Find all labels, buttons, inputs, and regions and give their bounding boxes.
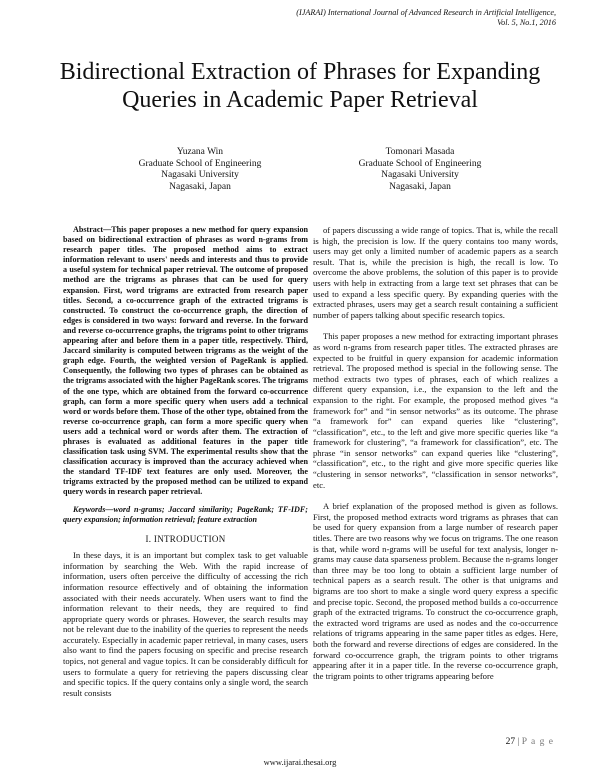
author-location: Nagasaki, Japan bbox=[389, 181, 451, 192]
body-paragraph-3: A brief explanation of the proposed method is given as follows. First, the proposed method extracts word trigrams as phrases that can be used for query expansion from a large number of research paper titles. There are two reasons why we focus on trigrams. The one reason is that, while word n-grams will be useful for text analysis, longer n-grams may cause data sparseness problem. Because the n-grams longer than three may be too long to obtain a sufficient large number of technical papers as a search result. The other is that unigrams and bigrams are too short to make a single word query express a specific and precise topic. Second, the proposed method builds a co-occurrence graph of the extracted trigrams. To construct the co-occurrence graph, the extracted word trigrams are used as nodes and the co-occurrence relations of trigrams appearing in the same paper titles as edges. Here, both the forward and reverse directions of edges are considered. In the forward co-occurrence graph, the trigram points to other trigrams appearing after it in a paper title. In the reverse co-occurrence graph, the trigram points to other trigrams appearing before bbox=[313, 501, 558, 681]
author-affiliation: Graduate School of Engineering bbox=[138, 158, 262, 169]
body-paragraph-1: of papers discussing a wide range of topics. That is, while the recall is high, the precision is low. If the query contains too many words, users may get only a limited number of academic papers as a search result. That is, while the precision is high, the recall is low. To overcome the above problems, the solution of this paper is to provide users with help in extracting from a large text set phrases that can be used to expand a less specific query. By expanding queries with the extracted phrases, users may get a search result containing a sufficient number of papers talking about specific research topics. bbox=[313, 225, 558, 320]
journal-volume: Vol. 5, No.1, 2016 bbox=[497, 18, 556, 27]
journal-header bbox=[296, 8, 556, 28]
keywords: Keywords—word n-grams; Jaccard similarity; PageRank; TF-IDF; query expansion; information retrieval; feature extraction bbox=[63, 504, 308, 524]
section-heading-introduction: I. INTRODUCTION bbox=[145, 533, 226, 544]
abstract: Abstract—This paper proposes a new method for query expansion based on bidirectional extraction of phrases as word n-grams from research paper titles. The proposed method aims to extract information relevant to users' needs and interests and thus to provide a useful system for technical paper retrieval. The outcome of proposed method are the trigrams as phrases that can be used for query expansion. First, word trigrams are extracted from research paper titles. Second, a co-occurrence graph of the extracted trigrams is constructed. To construct the co-occurrence graph, the direction of edges is considered in two ways: forward and reverse. In the forward and reverse co-occurrence graphs, the trigrams point to other trigrams appearing after and before them in a paper title, respectively. Third, Jaccard similarity is computed between trigrams as the weight of the graph edge. Fourth, the weighted version of PageRank is applied. Consequently, the following two types of phrases can be obtained as the trigrams associated with the higher PageRank scores. The trigrams of the one type, which are obtained from the forward co-occurrence graph, can form a more specific query when users add a technical word or words before them. Those of the other type, obtained from the reverse co-occurrence graph, can form a more specific query when users add a technical word or words after them. The extraction of phrases is evaluated as additional features in the paper title classification task using SVM. The experimental results show that the classification accuracy is improved than the accuracy achieved when the standard TF-IDF text features are only used. Moreover, the trigrams extracted by the proposed method can be utilized to expand query words in research paper retrieval. bbox=[63, 225, 308, 497]
page-number: 27 bbox=[505, 737, 516, 747]
author-block-2 bbox=[320, 147, 520, 193]
page-label: P a g e bbox=[521, 737, 554, 747]
intro-paragraph: In these days, it is an important but complex task to get valuable information by searching the Web. With the rapid increase of information, users often perceive the difficulty of accessing the rich information resource effectively and of obtaining the information associated with their needs accurately. When users want to find the information relevant to their needs, they are required to find appropriate query words or phrases. However, the search results may not be relevant due to the inability of the queries to represent the needs accurately. Especially in academic paper retrieval, in many cases, users also want to find the papers focusing on specific and precise research topics, not general and vague topics. It can be considerably difficult for users to formulate a query for retrieving the papers discussing clear and specific topics. If the query contains only a single word, the search result consists bbox=[63, 550, 308, 698]
author-university: Nagasaki University bbox=[161, 170, 239, 181]
page-number-footer bbox=[506, 737, 554, 747]
author-affiliation: Graduate School of Engineering bbox=[358, 158, 482, 169]
paper-title-line-2: Queries in Academic Paper Retrieval bbox=[122, 87, 478, 113]
author-location: Nagasaki, Japan bbox=[169, 181, 231, 192]
author-block-1 bbox=[100, 147, 300, 193]
right-column bbox=[313, 225, 558, 681]
body-paragraph-2: This paper proposes a new method for extracting important phrases as word n-grams from research paper titles. The extracted phrases are expected to be fruitful in query expansion for academic information retrieval. The proposed method is special in the following sense. The method extracts two types of phrases, each of which realizes a different query expansion, i.e., the expansion to the left and the expansion to the right. For example, the proposed method gives “a framework for” and “in sensor networks” as its outcome. The phrase “a framework for” can expand queries like “clustering”, “classification”, etc., to the left and give more specific queries like “a framework for clustering”, “a framework for classification”, etc. The phrase “in sensor networks” can expand queries like “clustering”, “classification”, etc., to the right and give more specific queries like “clustering in sensor networks”, “classification in sensor networks”, etc. bbox=[313, 331, 558, 490]
author-name: Yuzana Win bbox=[176, 147, 224, 157]
left-column bbox=[63, 225, 308, 698]
journal-name: (IJARAI) International Journal of Advanced Research in Artificial Intelligence, bbox=[296, 8, 556, 17]
page-separator: | bbox=[517, 737, 520, 747]
paper-title-line-1: Bidirectional Extraction of Phrases for Expanding bbox=[59, 59, 541, 85]
author-name: Tomonari Masada bbox=[385, 147, 455, 157]
paper-title bbox=[40, 58, 560, 114]
journal-url: www.ijarai.thesai.org bbox=[263, 757, 337, 767]
author-university: Nagasaki University bbox=[381, 170, 459, 181]
